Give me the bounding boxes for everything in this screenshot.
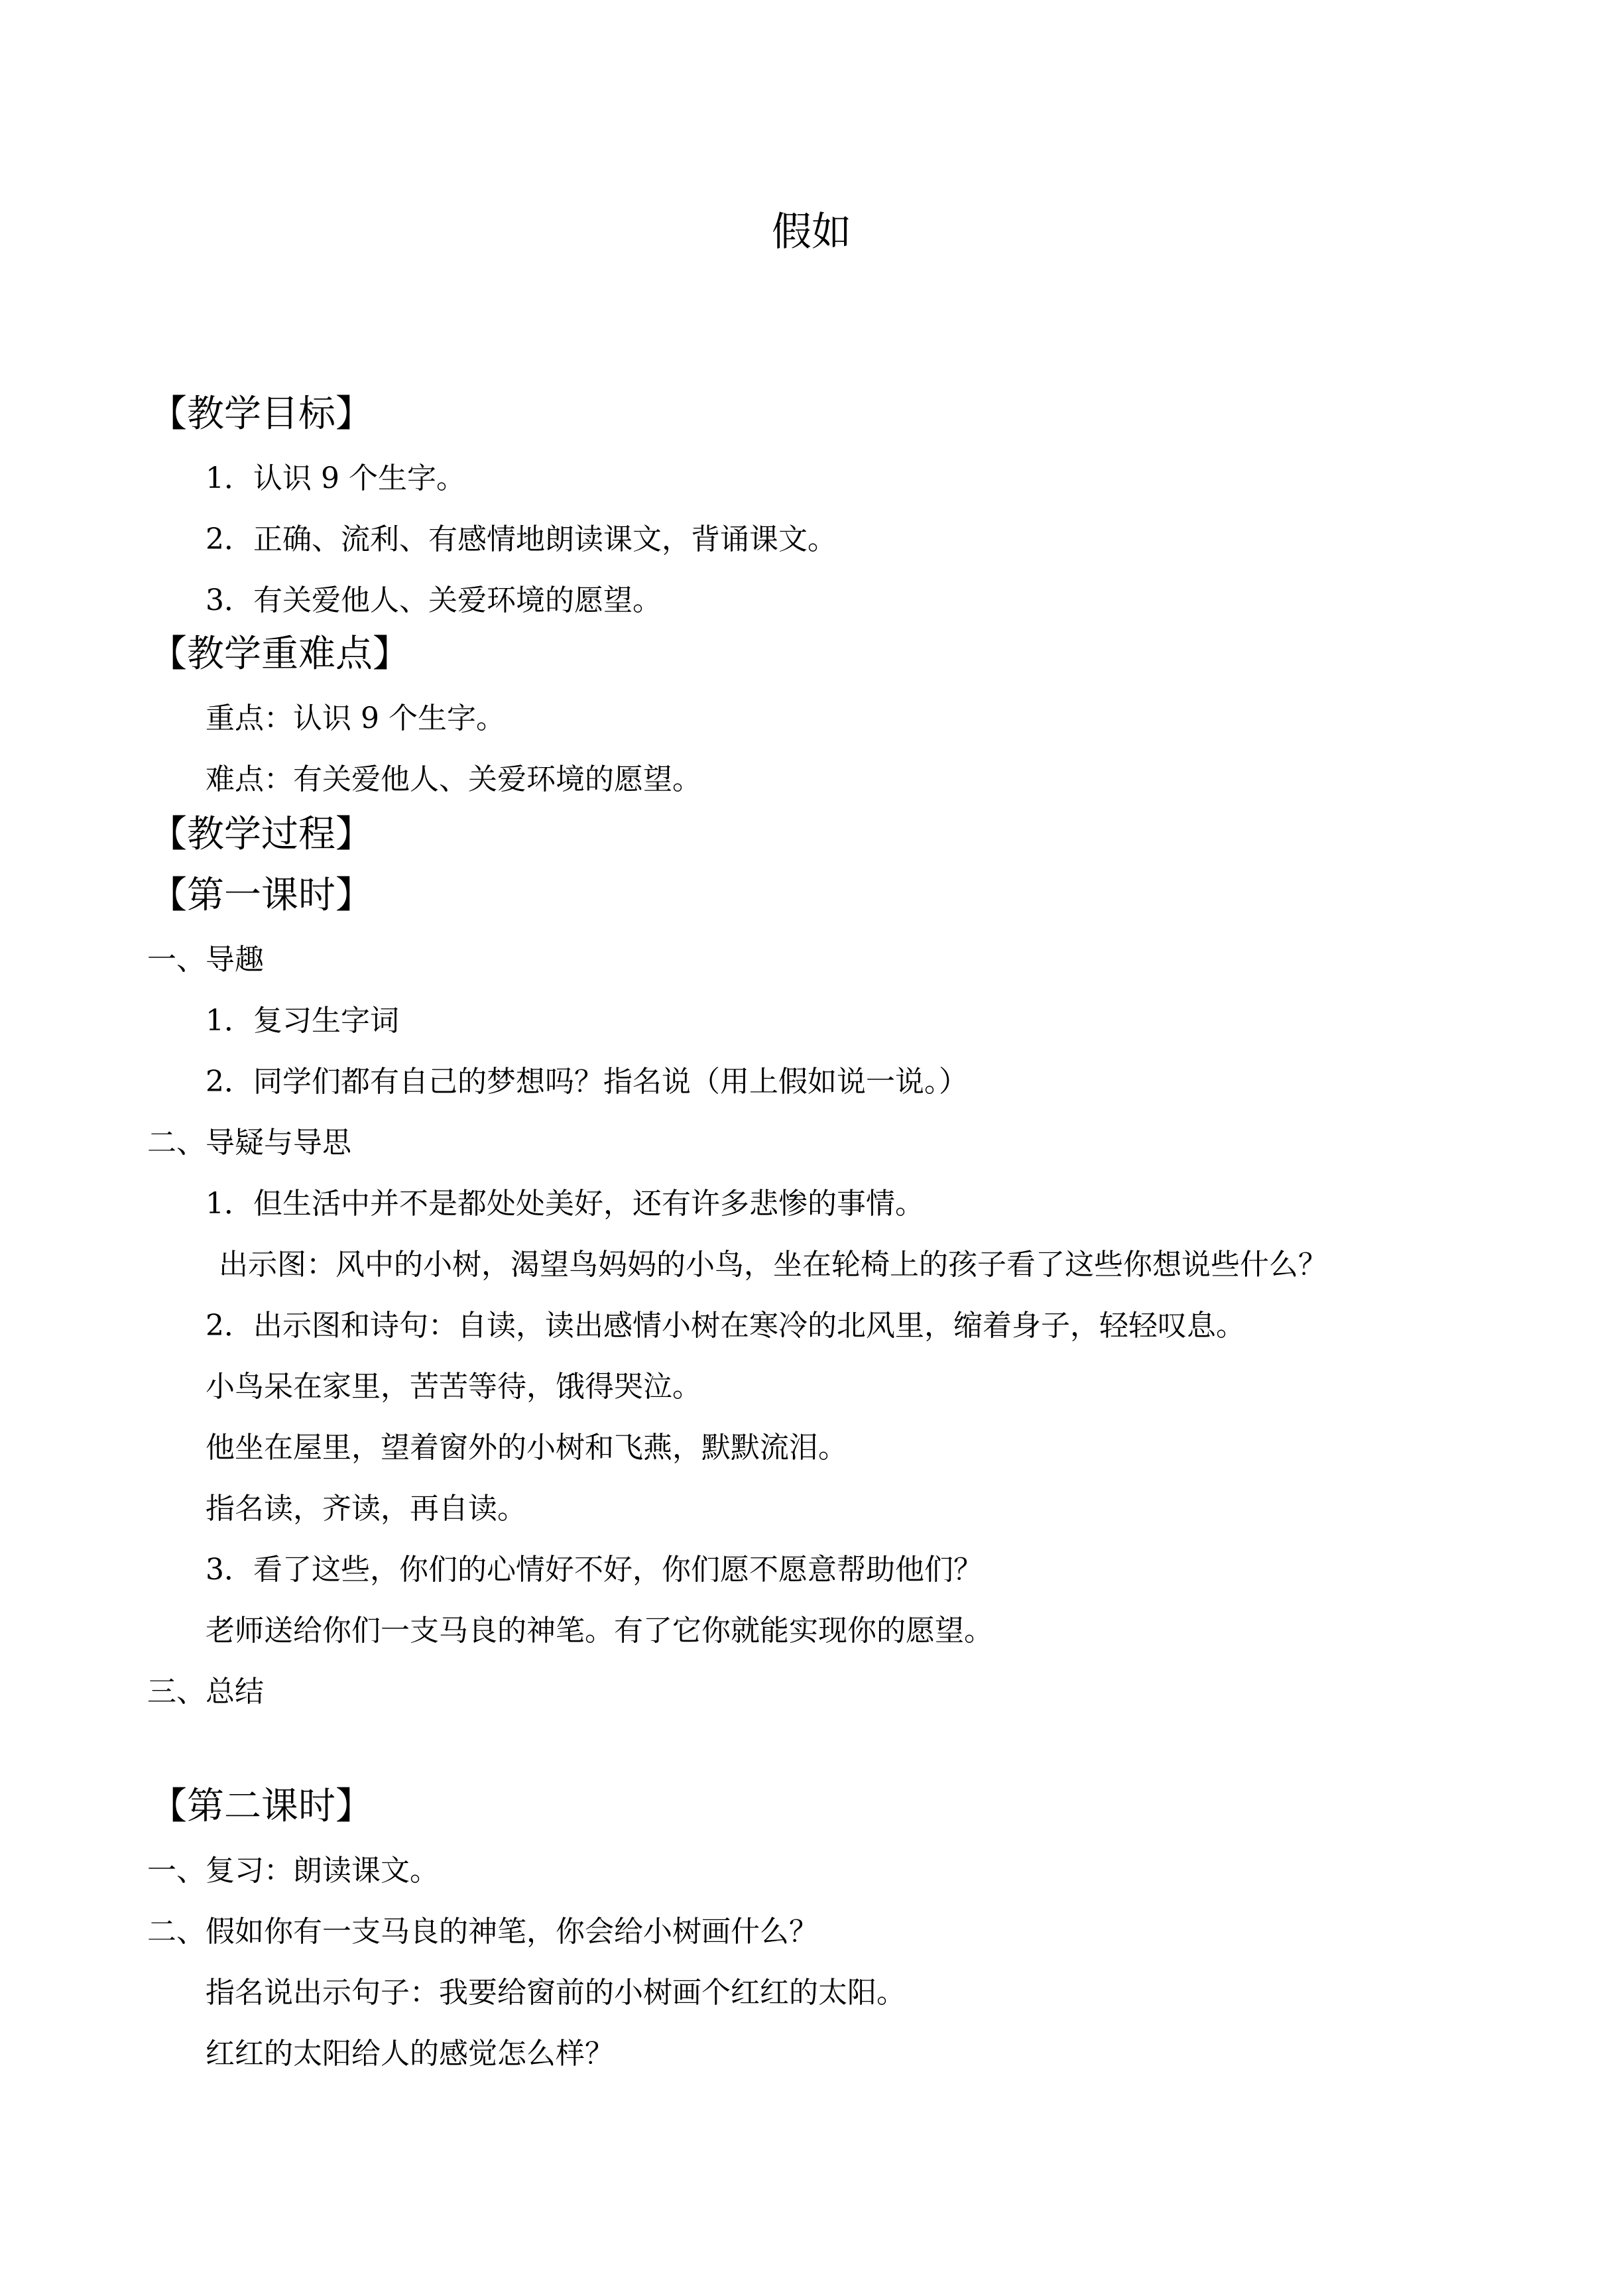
lesson1-step2-item: 出示图：风中的小树，渴望鸟妈妈的小鸟，坐在轮椅上的孩子看了这些你想说些什么？ [219,1248,1327,1282]
section-heading-key-points: 【教学重难点】 [150,633,410,676]
lesson2-step2-item: 指名说出示句子：我要给窗前的小树画个红红的太阳。 [206,1976,906,2010]
lesson1-step1-title: 一、导趣 [147,943,264,977]
lesson2-step2-item: 红红的太阳给人的感觉怎么样？ [206,2037,614,2071]
lesson1-step2-item: 1．但生活中并不是都处处美好，还有许多悲惨的事情。 [206,1187,924,1221]
section-heading-goals: 【教学目标】 [150,393,373,436]
lesson1-step2-title: 二、导疑与导思 [147,1126,351,1160]
lesson1-step2-item: 他坐在屋里，望着窗外的小树和飞燕，默默流泪。 [206,1431,847,1465]
section-heading-process: 【教学过程】 [150,813,373,856]
lesson1-heading: 【第一课时】 [150,874,373,917]
goal-item: 2．正确、流利、有感情地朗读课文，背诵课文。 [206,522,837,556]
lesson1-step2-item: 指名读，齐读，再自读。 [206,1492,526,1526]
goal-item: 3．有关爱他人、关爱环境的愿望。 [206,583,662,617]
lesson1-step2-item: 老师送给你们一支马良的神笔。有了它你就能实现你的愿望。 [206,1614,993,1648]
lesson2-step1-title: 一、复习：朗读课文。 [147,1854,439,1888]
page-title: 假如 [772,209,851,255]
lesson1-step1-item: 2．同学们都有自己的梦想吗？指名说（用上假如说一说。） [206,1065,968,1099]
lesson1-step2-item: 3．看了这些，你们的心情好不好，你们愿不愿意帮助他们？ [206,1553,983,1587]
goal-item: 1．认识 9 个生字。 [206,461,465,495]
lesson2-step2-title: 二、假如你有一支马良的神笔，你会给小树画什么？ [147,1915,818,1949]
lesson1-step2-item: 小鸟呆在家里，苦苦等待，饿得哭泣。 [206,1370,701,1404]
lesson1-step2-item: 2．出示图和诗句：自读，读出感情小树在寒冷的北风里，缩着身子，轻轻叹息。 [206,1309,1245,1343]
key-point-item: 重点：认识 9 个生字。 [206,701,505,735]
lesson1-step3-title: 三、总结 [147,1675,264,1709]
lesson1-step1-item: 1．复习生字词 [206,1004,399,1038]
key-point-item: 难点：有关爱他人、关爱环境的愿望。 [206,762,701,796]
lesson2-heading: 【第二课时】 [150,1785,373,1828]
